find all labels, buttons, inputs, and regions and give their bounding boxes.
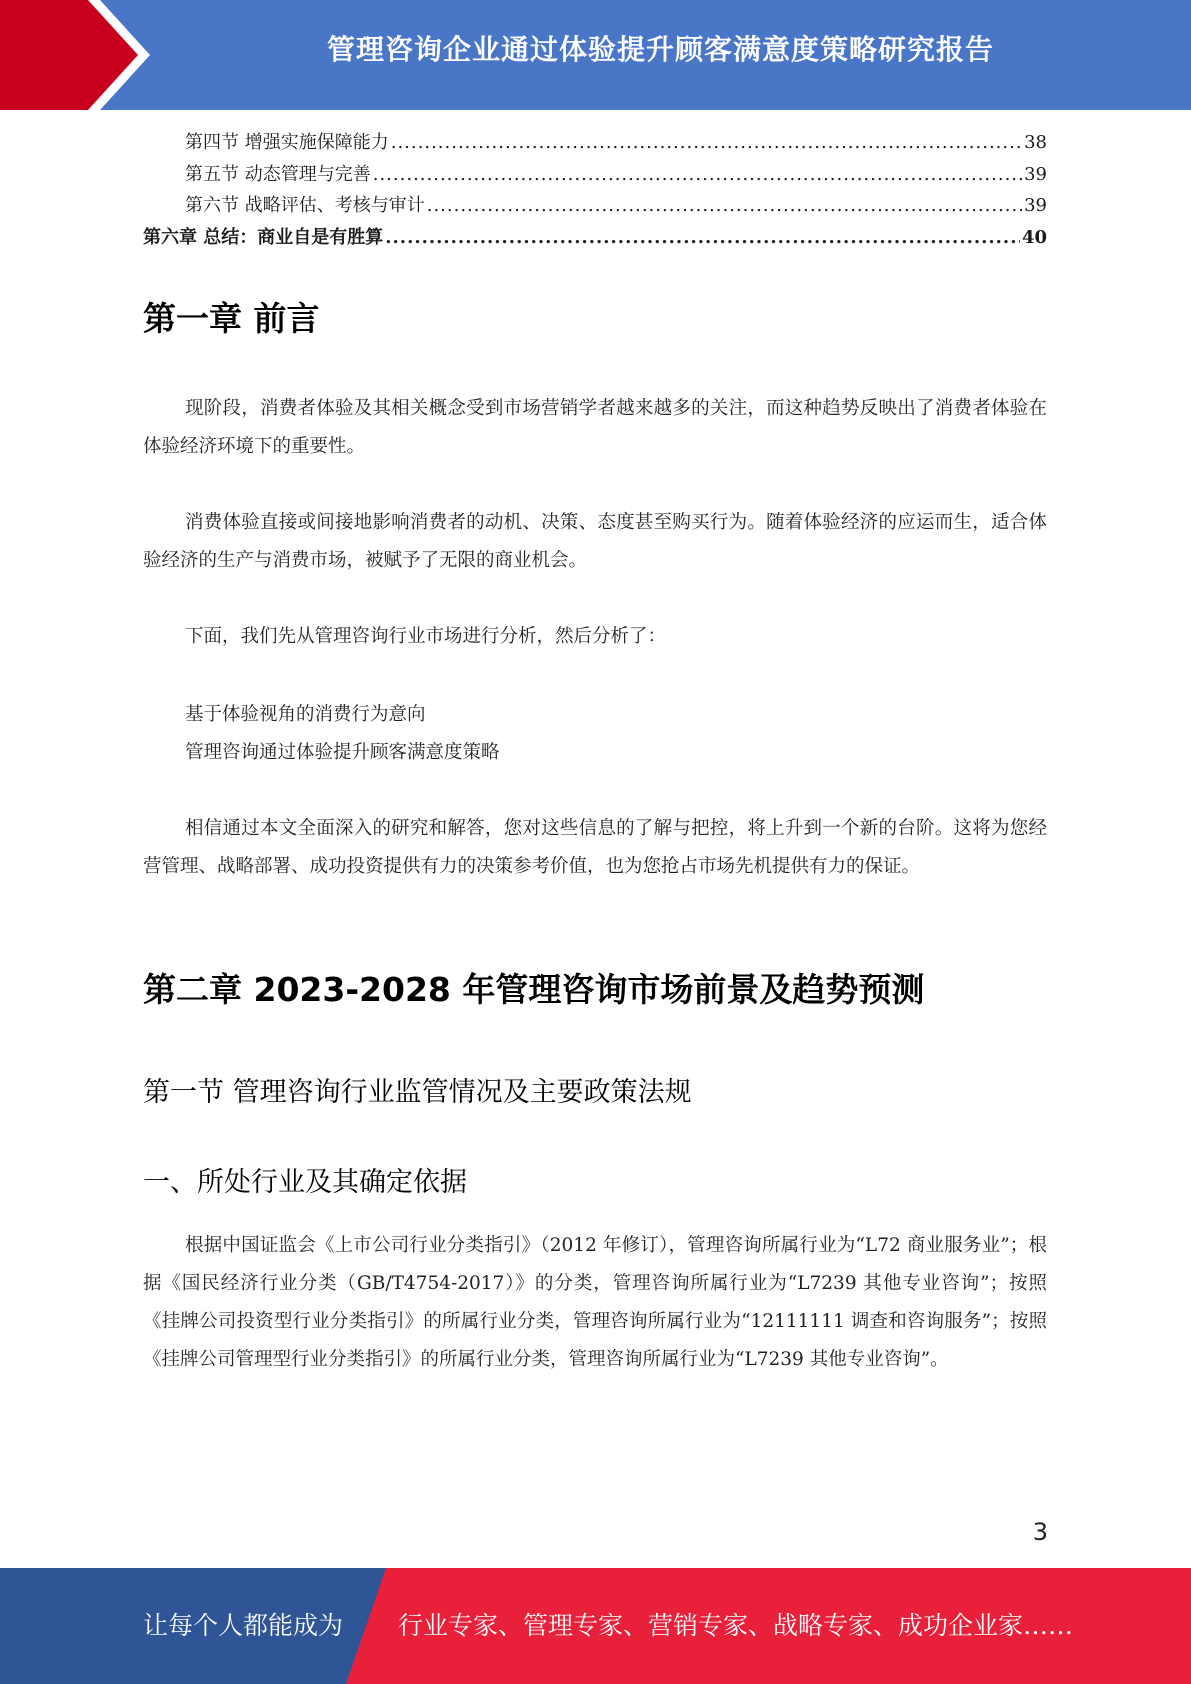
toc-entry-chapter[interactable] — [143, 223, 1047, 255]
toc-leader-dots — [427, 195, 1022, 216]
list-item: 基于体验视角的消费行为意向 — [185, 704, 426, 725]
chapter-1-paragraph-2: 消费体验直接或间接地影响消费者的动机、决策、态度甚至购买行为。随着体验经济的应运而生，适合体验经济的生产与消费市场，被赋予了无限的商业机会。 — [143, 512, 1047, 571]
toc-entry-page: 39 — [1024, 163, 1047, 185]
toc-entry-page: 39 — [1024, 195, 1047, 216]
subsection-heading: 一、所处行业及其确定依据 — [143, 1167, 467, 1198]
chapter-1-paragraph-3: 下面，我们先从管理咨询行业市场进行分析，然后分析了： — [185, 626, 667, 647]
toc-entry[interactable] — [143, 160, 1047, 192]
chapter-1-heading: 第一章 前言 — [143, 299, 320, 338]
toc-entry-title: 第五节 动态管理与完善 — [185, 163, 371, 185]
table-of-contents — [143, 128, 1047, 254]
toc-leader-dots — [373, 164, 1022, 185]
toc-entry-title: 第六章 总结：商业自是有胜算 — [143, 226, 384, 248]
header-title: 管理咨询企业通过体验提升顾客满意度策略研究报告 — [326, 33, 994, 66]
toc-entry-title: 第六节 战略评估、考核与审计 — [185, 195, 425, 216]
toc-leader-dots — [391, 132, 1022, 153]
toc-leader-dots — [385, 227, 1020, 248]
page-footer — [0, 1568, 1191, 1684]
toc-entry-page: 40 — [1021, 226, 1047, 248]
toc-entry-title: 第四节 增强实施保障能力 — [185, 132, 389, 153]
chapter-2-paragraph-1: 根据中国证监会《上市公司行业分类指引》（2012 年修订），管理咨询所属行业为“L72 商业服务业”；根据《国民经济行业分类（GB/T4754-2017）》的分类，管理咨询所属行业为“L7239 其他专业咨询”；按照《挂牌公司投资型行业分类指引》的所属行业分类，管理咨询所属行业为“12111111 调查和咨询服务”；按照《挂牌公司管理型行业分类指引》的所属行业分类，管理咨询所属行业为“L7239 其他专业咨询”。 — [143, 1235, 1047, 1370]
page-number: 3 — [1032, 1518, 1048, 1546]
toc-entry-page: 38 — [1024, 132, 1047, 153]
page-header — [0, 0, 1191, 110]
toc-entry[interactable] — [143, 191, 1047, 223]
footer-slogan-right: 行业专家、管理专家、营销专家、战略专家、成功企业家…… — [398, 1611, 1074, 1640]
footer-slogan-left: 让每个人都能成为 — [143, 1611, 344, 1640]
chapter-2-heading: 第二章 2023-2028 年管理咨询市场前景及趋势预测 — [143, 970, 925, 1009]
chapter-1-paragraph-1: 现阶段，消费者体验及其相关概念受到市场营销学者越来越多的关注，而这种趋势反映出了消费者体验在体验经济环境下的重要性。 — [143, 398, 1047, 457]
header-red-arrow — [0, 0, 138, 110]
chapter-1-paragraph-4: 相信通过本文全面深入的研究和解答，您对这些信息的了解与把控，将上升到一个新的台阶。这将为您经营管理、战略部署、成功投资提供有力的决策参考价值，也为您抢占市场先机提供有力的保证。 — [143, 818, 1047, 877]
section-heading: 第一节 管理咨询行业监管情况及主要政策法规 — [143, 1077, 692, 1108]
toc-entry[interactable] — [143, 128, 1047, 160]
list-item: 管理咨询通过体验提升顾客满意度策略 — [185, 742, 500, 763]
